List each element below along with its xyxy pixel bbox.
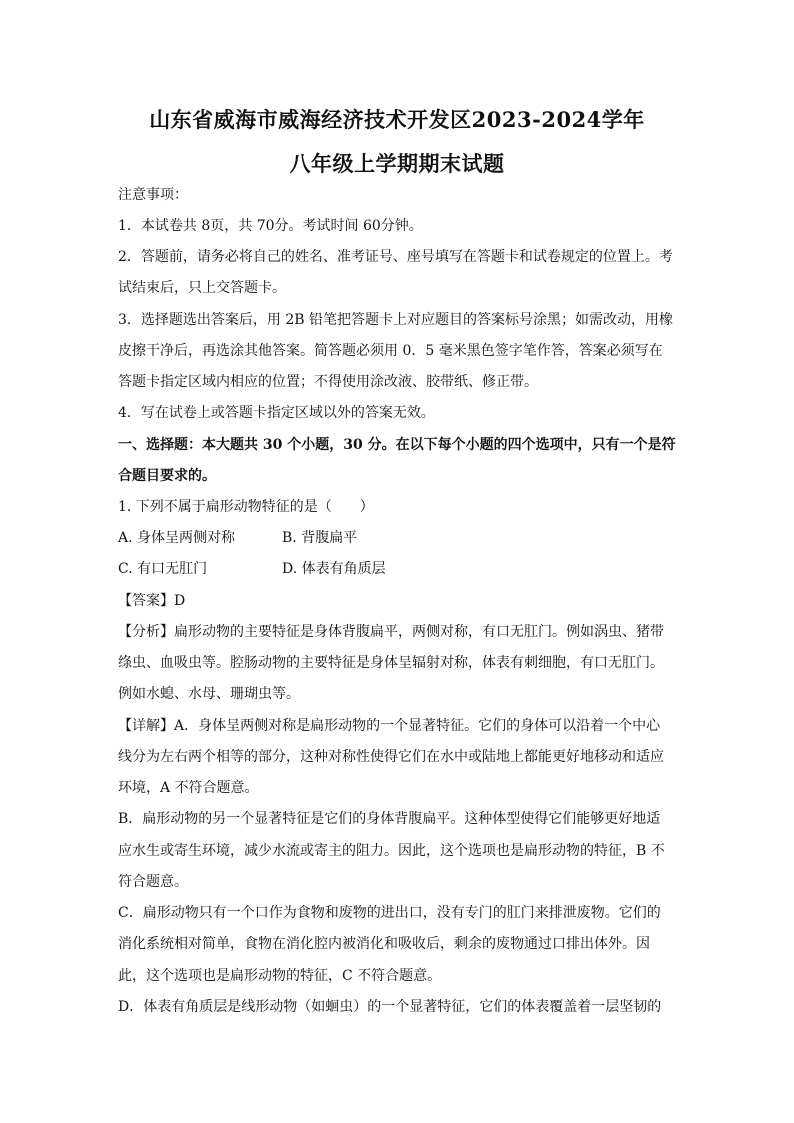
analysis-line-3: 例如水螅、水母、珊瑚虫等。 — [118, 686, 300, 702]
detail-c-line-2: 消化系统相对简单，食物在消化腔内被消化和吸收后，剩余的废物通过口排出体外。因 — [118, 936, 650, 952]
notice-item-3-line3: 答题卡指定区域内相应的位置；不得使用涂改液、胶带纸、修正带。 — [118, 374, 538, 390]
detail-c-line-3: 此，这个选项也是扁形动物的特征，C 不符合题意。 — [118, 968, 442, 984]
detail-a-line-3: 环境，A 不符合题意。 — [118, 780, 259, 796]
notice-item-3-line2: 皮擦干净后，再选涂其他答案。简答题必须用 0．5 毫米黑色签字笔作答，答案必须写在 — [118, 343, 663, 359]
analysis-line-2: 绦虫、血吸虫等。腔肠动物的主要特征是身体呈辐射对称，体表有刺细胞，有口无肛门。 — [118, 655, 664, 671]
question-1-stem: 1. 下列不属于扁形动物特征的是（ ） — [118, 499, 374, 515]
question-1-option-d: D. 体表有角质层 — [282, 561, 386, 577]
detail-d-line-1: D．体表有角质层是线形动物（如蛔虫）的一个显著特征，它们的体表覆盖着一层坚韧的 — [118, 999, 662, 1015]
notice-item-3-line1: 3．选择题选出答案后，用 2B 铅笔把答题卡上对应题目的答案标号涂黑；如需改动，用橡 — [118, 312, 674, 328]
notice-item-2-line1: 2．答题前，请务必将自己的姓名、准考证号、座号填写在答题卡和试卷规定的位置上。考 — [118, 249, 673, 265]
question-1-option-c: C. 有口无肛门 — [118, 561, 208, 577]
detail-b-line-2: 应水生或寄生环境，减少水流或寄主的阻力。因此，这个选项也是扁形动物的特征，B 不 — [118, 843, 665, 859]
detail-a-line-2: 线分为左右两个相等的部分，这种对称性使得它们在水中或陆地上都能更好地移动和适应 — [118, 749, 664, 765]
section-heading-line1: 一、选择题：本大题共 30 个小题，30 分。在以下每个小题的四个选项中，只有一个是符 — [118, 437, 676, 453]
notice-heading: 注意事项： — [118, 187, 188, 203]
document-title-line1: 山东省威海市威海经济技术开发区2023-2024学年 — [149, 107, 645, 132]
detail-b-line-3: 符合题意。 — [118, 874, 188, 890]
notice-item-2-line2: 试结束后，只上交答题卡。 — [118, 280, 286, 296]
analysis-line-1: 【分析】扁形动物的主要特征是身体背腹扁平，两侧对称，有口无肛门。例如涡虫、猪带 — [118, 624, 664, 640]
detail-c-line-1: C．扁形动物只有一个口作为食物和废物的进出口，没有专门的肛门来排泄废物。它们的 — [118, 905, 661, 921]
section-heading-line2: 合题目要求的。 — [118, 468, 216, 484]
document-title-line2: 八年级上学期期末试题 — [289, 151, 505, 176]
detail-a-line-1: 【详解】A．身体呈两侧对称是扁形动物的一个显著特征。它们的身体可以沿着一个中心 — [118, 718, 661, 734]
notice-item-1: 1．本试卷共 8页，共 70分。考试时间 60分钟。 — [118, 218, 423, 234]
detail-b-line-1: B．扁形动物的另一个显著特征是它们的身体背腹扁平。这种体型使得它们能够更好地适 — [118, 811, 661, 827]
question-1-option-b: B. 背腹扁平 — [282, 530, 358, 546]
question-1-option-a: A. 身体呈两侧对称 — [118, 530, 236, 546]
answer-line: 【答案】D — [118, 593, 186, 609]
notice-item-4: 4．写在试卷上或答题卡指定区域以外的答案无效。 — [118, 405, 435, 421]
